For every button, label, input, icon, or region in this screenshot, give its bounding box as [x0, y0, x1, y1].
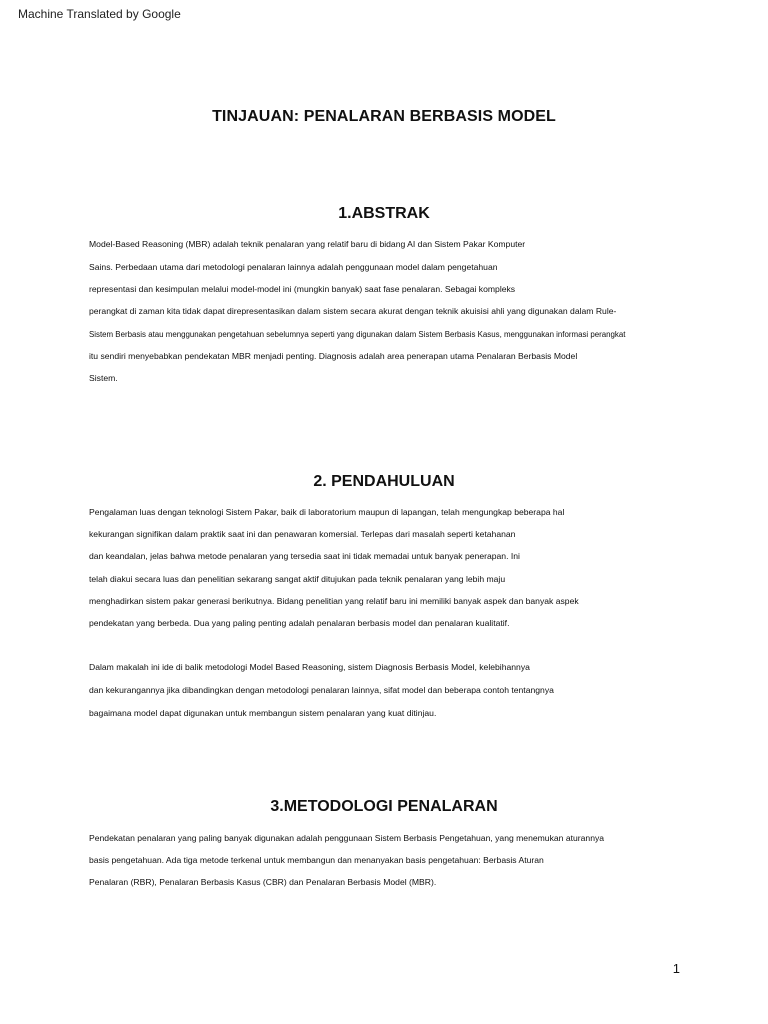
paragraph-line: Sistem. — [89, 373, 118, 383]
section-heading-pendahuluan: 2. PENDAHULUAN — [313, 473, 455, 490]
paragraph-line: representasi dan kesimpulan melalui model-model ini (mungkin banyak) saat fase penalaran. Sebagai kompleks — [89, 284, 516, 294]
paragraph-line: basis pengetahuan. Ada tiga metode terkenal untuk membangun dan menanyakan basis pengetahuan: Berbasis Aturan — [89, 855, 544, 865]
paragraph-line: dan kekurangannya jika dibandingkan dengan metodologi penalaran lainnya, sifat model dan beberapa contoh tentangnya — [89, 685, 554, 695]
paragraph-line: itu sendiri menyebabkan pendekatan MBR menjadi penting. Diagnosis adalah area penerapan utama Penalaran Berbasis Model — [89, 351, 578, 361]
paragraph-line: Sistem Berbasis atau menggunakan pengetahuan sebelumnya seperti yang digunakan dalam Sistem Berbasis Kasus, menggunakan informasi perangkat — [89, 330, 626, 339]
paragraph-line: kekurangan signifikan dalam praktik saat ini dan penawaran komersial. Terlepas dari masalah seperti ketahanan — [89, 529, 516, 539]
paragraph-line: Sains. Perbedaan utama dari metodologi penalaran lainnya adalah penggunaan model dalam pengetahuan — [89, 262, 498, 272]
paragraph-line: Model-Based Reasoning (MBR) adalah teknik penalaran yang relatif baru di bidang AI dan Sistem Pakar Komputer — [89, 239, 526, 249]
paragraph-line: dan keandalan, jelas bahwa metode penalaran yang tersedia saat ini tidak memadai untuk banyak penerapan. Ini — [89, 551, 520, 561]
page-number: 1 — [672, 961, 680, 976]
document-title: TINJAUAN: PENALARAN BERBASIS MODEL — [212, 108, 556, 125]
machine-translated-banner: Machine Translated by Google — [18, 7, 181, 21]
paragraph-line: pendekatan yang berbeda. Dua yang paling penting adalah penalaran berbasis model dan penalaran kualitatif. — [89, 618, 510, 628]
section-heading-metodologi-penalaran: 3.METODOLOGI PENALARAN — [270, 798, 498, 815]
paragraph-line: perangkat di zaman kita tidak dapat direpresentasikan dalam sistem secara akurat dengan teknik akuisisi ahli yang digunakan dalam Rule- — [89, 306, 617, 316]
paragraph-line: Pendekatan penalaran yang paling banyak digunakan adalah penggunaan Sistem Berbasis Pengetahuan, yang menemukan aturannya — [89, 833, 605, 843]
paragraph-line: Penalaran (RBR), Penalaran Berbasis Kasus (CBR) dan Penalaran Berbasis Model (MBR). — [89, 877, 437, 887]
paragraph-line: telah diakui secara luas dan penelitian sekarang sangat aktif ditujukan pada teknik penalaran yang lebih maju — [89, 574, 506, 584]
section-heading-abstrak: 1.ABSTRAK — [338, 205, 430, 222]
paragraph-line: menghadirkan sistem pakar generasi berikutnya. Bidang penelitian yang relatif baru ini memiliki banyak aspek dan banyak aspek — [89, 596, 579, 606]
paragraph-line: Dalam makalah ini ide di balik metodologi Model Based Reasoning, sistem Diagnosis Berbasis Model, kelebihannya — [89, 662, 530, 672]
paragraph-line: bagaimana model dapat digunakan untuk membangun sistem penalaran yang kuat ditinjau. — [89, 708, 437, 718]
paragraph-line: Pengalaman luas dengan teknologi Sistem Pakar, baik di laboratorium maupun di lapangan, telah mengungkap beberapa hal — [89, 507, 565, 517]
